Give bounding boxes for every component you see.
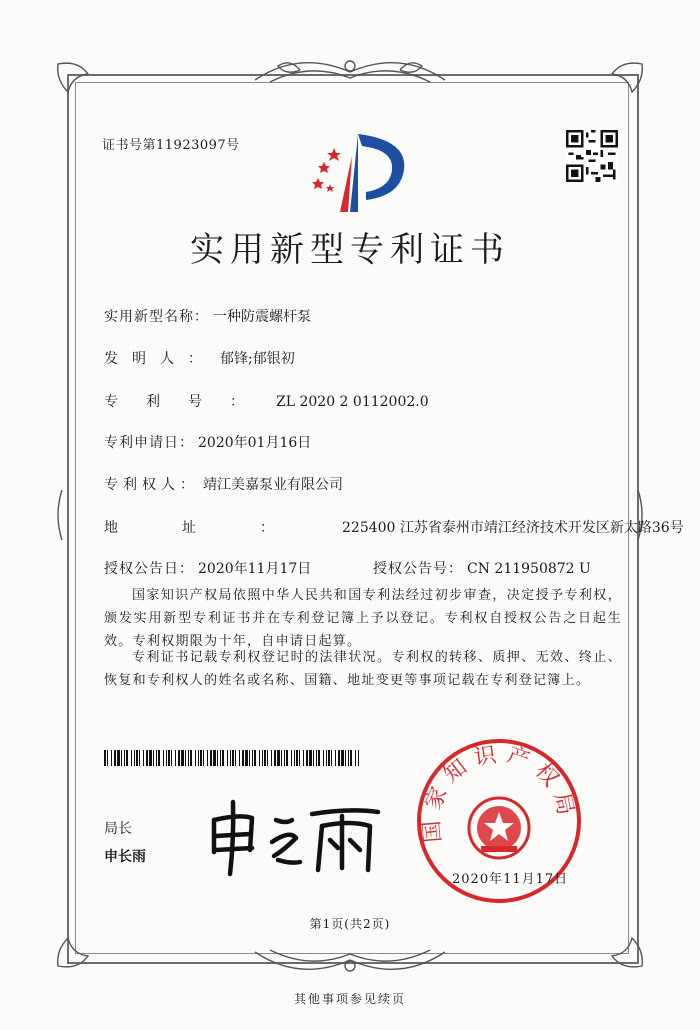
handwritten-signature [200, 790, 390, 880]
address-value: 225400 江苏省泰州市靖江经济技术开发区新太路36号 [342, 520, 684, 536]
page-number: 第1页(共2页) [309, 917, 391, 931]
seal-text: 国家知识产权局 [419, 741, 580, 844]
director-title: 局长 [104, 821, 132, 837]
address-label: 地址： [104, 520, 338, 536]
grant-number-row [373, 558, 591, 578]
certificate-title: 实用新型专利证书 [190, 230, 510, 270]
filing-date-value: 2020年01月16日 [198, 435, 312, 451]
grant-number-value: CN 211950872 U [467, 561, 591, 577]
address-row [104, 517, 684, 537]
filing-date-row [104, 432, 311, 452]
continuation-note: 其他事项参见续页 [293, 992, 406, 1006]
utility-model-name-row [104, 306, 311, 326]
grant-date-label: 授权公告日： [104, 561, 194, 577]
grant-date-value: 2020年11月17日 [198, 561, 312, 577]
filing-date-label: 专利申请日： [104, 435, 194, 451]
utility-model-name-value: 一种防震螺杆泵 [213, 309, 311, 325]
patent-number-label: 专利号： [104, 394, 272, 410]
patent-number-row [104, 391, 429, 411]
patentee-value: 靖江美嘉泵业有限公司 [203, 477, 343, 493]
cnipa-logo-icon [300, 126, 410, 216]
certificate-number: 证书号第11923097号 [102, 138, 240, 153]
legal-status-paragraph: 专利证书记载专利权登记时的法律状况。专利权的转移、质押、无效、终止、恢复和专利权人的姓名或名称、国籍、地址变更等事项记载在专利登记簿上。 [104, 650, 622, 688]
patent-number-value: ZL 2020 2 0112002.0 [276, 394, 429, 410]
patentee-label: 专利权人： [104, 477, 199, 493]
inventor-row [104, 348, 295, 368]
grant-number-label: 授权公告号： [373, 561, 463, 577]
utility-model-name-label: 实用新型名称： [104, 309, 209, 325]
inventor-value: 郁锋;郁银初 [220, 351, 295, 367]
qr-code [566, 130, 618, 182]
grant-date-row [104, 558, 311, 578]
inventor-label: 发明人： [104, 351, 216, 367]
director-name: 申长雨 [104, 849, 146, 865]
grant-statement-paragraph: 国家知识产权局依照中华人民共和国专利法经过初步审查，决定授予专利权，颁发实用新型专利证书并在专利登记簿上予以登记。专利权自授权公告之日起生效。专利权期限为十年，自申请日起算。 [104, 588, 622, 649]
seal-date: 2020年11月17日 [452, 872, 569, 887]
barcode [104, 750, 362, 766]
patentee-row [104, 474, 343, 494]
